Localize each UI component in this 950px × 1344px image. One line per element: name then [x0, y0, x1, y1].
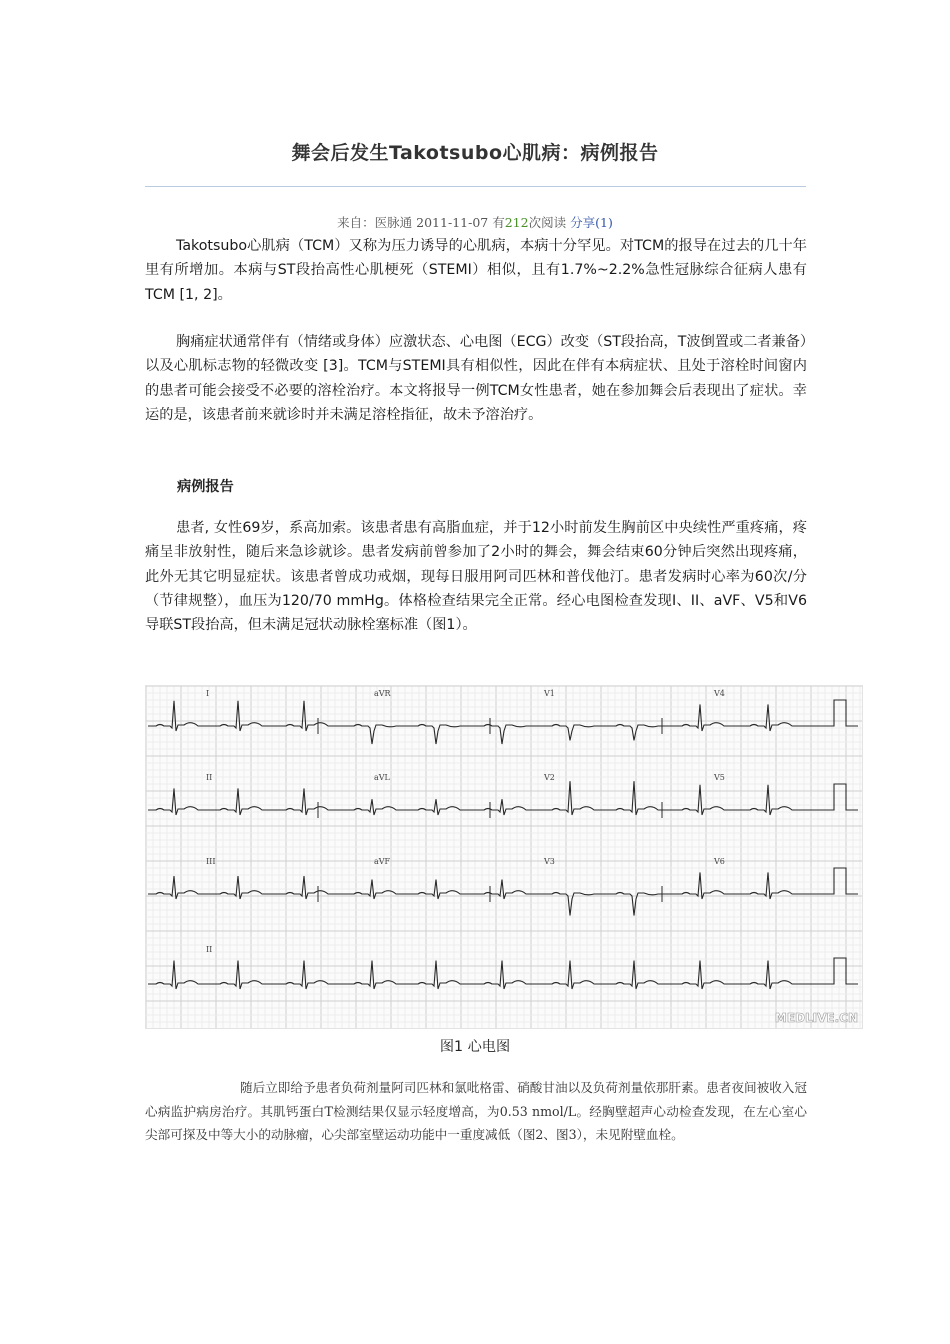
- ecg-lead-label: V1: [544, 689, 555, 698]
- ecg-lead-label: V4: [714, 689, 725, 698]
- figure-caption: 图1 心电图: [439, 1039, 511, 1055]
- medlive-watermark: MEDLIVE.CN: [774, 1011, 858, 1025]
- meta-views-suffix: 次阅读: [528, 215, 567, 230]
- article-meta: [145, 213, 805, 231]
- share-label: 分享: [570, 215, 596, 230]
- paragraph-intro: [145, 234, 807, 307]
- meta-date: 2011-11-07: [416, 215, 489, 230]
- share-count: 1: [600, 215, 608, 230]
- paragraph-symptoms-text: 胸痛症状通常伴有（情绪或身体）应激状态、心电图（ECG）改变（ST段抬高，T波倒置或二者兼备）以及心肌标志物的轻微改变 [3]。TCM与STEMI具有相似性，因此在伴有本病症状、且处于溶栓时间窗内的患者可能会接受不必要的溶栓治疗。本文将报导一例TCM女性患者，她在参加舞会后表现出了症状。幸运的是，该患者前来就诊时并未满足溶栓指征，故未予溶治疗。: [145, 334, 807, 423]
- ecg-lead-label: V3: [544, 857, 555, 866]
- paragraph-symptoms: [145, 330, 807, 427]
- ecg-grid: [146, 686, 862, 1028]
- share-open-paren: (: [595, 215, 600, 230]
- ecg-lead-label: II: [206, 773, 213, 782]
- ecg-lead-label: III: [206, 857, 216, 866]
- ecg-lead-label: aVF: [374, 857, 391, 866]
- ecg-lead-label: I: [206, 689, 210, 698]
- paragraph-case: [145, 516, 807, 637]
- ecg-lead-label: V2: [544, 773, 555, 782]
- meta-source-prefix: 来自：: [337, 215, 375, 230]
- ecg-lead-label: II: [206, 945, 213, 954]
- article-title: 舞会后发生Takotsubo心肌病：病例报告: [291, 142, 659, 164]
- section-heading-case-report: 病例报告: [177, 479, 234, 495]
- paragraph-treatment-text: 随后立即给予患者负荷剂量阿司匹林和氯吡格雷、硝酸甘油以及负荷剂量依那肝素。患者夜间被收入冠心病监护病房治疗。其肌钙蛋白T检测结果仅显示轻度增高，为0.53 nmol/L。经胸壁超声心动检查发现，在左心室心尖部可探及中等大小的动脉瘤，心尖部室壁运动功能中一重度减低（图2、图3），未见附壁血栓。: [145, 1080, 807, 1143]
- ecg-tracing-image: [146, 686, 862, 1028]
- ecg-lead-label: aVL: [374, 773, 390, 782]
- ecg-lead-label: V6: [714, 857, 725, 866]
- title-divider: [145, 186, 806, 187]
- share-close-paren: ): [607, 215, 613, 230]
- paragraph-treatment: [145, 1076, 807, 1147]
- ecg-lead-label: V5: [714, 773, 725, 782]
- ecg-lead-label: aVR: [374, 689, 391, 698]
- meta-views-prefix: 有: [492, 215, 505, 230]
- share-link[interactable]: [570, 215, 613, 230]
- meta-view-count: 212: [504, 215, 529, 230]
- paragraph-case-text: 患者, 女性69岁，系高加索。该患者患有高脂血症，并于12小时前发生胸前区中央续性严重疼痛，疼痛呈非放射性，随后来急诊就诊。患者发病前曾参加了2小时的舞会，舞会结束60分钟后突然出现疼痛，此外无其它明显症状。该患者曾成功戒烟，现每日服用阿司匹林和普伐他汀。患者发病时心率为60次/分（节律规整），血压为120/70 mmHg。体格检查结果完全正常。经心电图检查发现I、II、aVF、V5和V6导联ST段抬高，但未满足冠状动脉栓塞标准（图1）。: [145, 520, 807, 634]
- ecg-figure: [145, 685, 863, 1029]
- paragraph-intro-text: Takotsubo心肌病（TCM）又称为压力诱导的心肌病，本病十分罕见。对TCM的报导在过去的几十年里有所增加。本病与ST段抬高性心肌梗死（STEMI）相似，且有1.7%~2.2%急性冠脉综合征病人患有TCM [1, 2]。: [145, 238, 807, 303]
- meta-source: 医脉通: [374, 215, 413, 230]
